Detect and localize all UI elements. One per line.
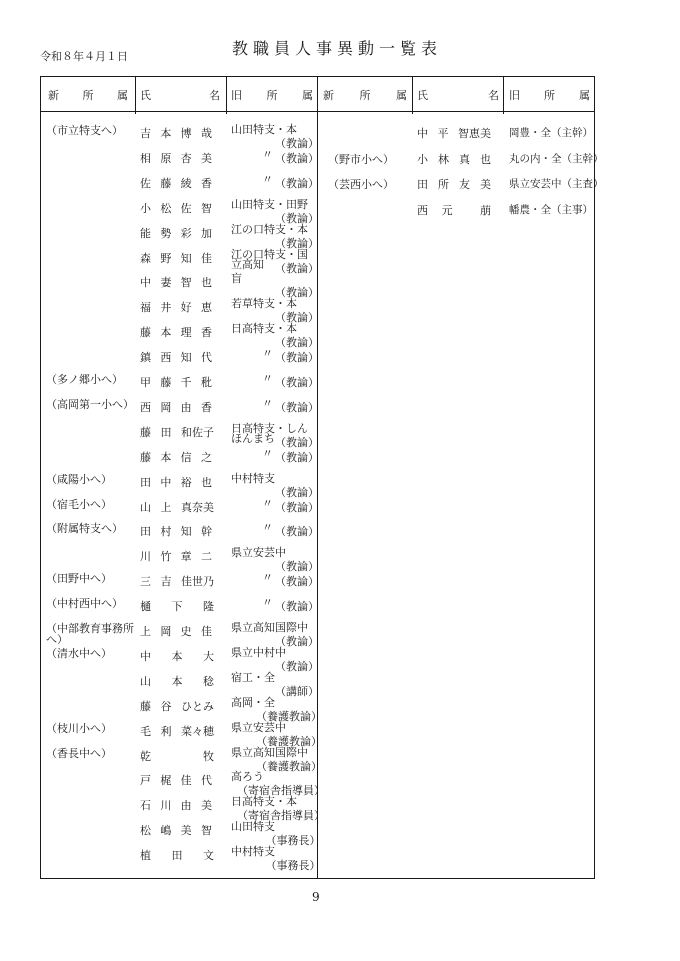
row-role: （教論） [275,486,319,499]
row-old-post: 中村特支 [231,472,275,485]
row-old-post: 丸の内・全（主幹） [509,153,604,165]
row-name: 乾 牧 [140,750,214,763]
row-role: （養護教論） [256,710,322,723]
row-role: （教論） [275,351,319,364]
row-role: （教論） [275,575,319,588]
row-destination: （野市小へ） [328,153,394,166]
row-name: 吉 本 博 哉 [140,127,212,140]
row-name: 三 吉 佳世乃 [140,575,214,588]
row-destination: （中部教育事務所へ） [46,622,134,646]
row-old-post: 幡農・全（主事） [509,204,593,216]
row-old-post: 山田特支 [231,820,275,833]
row-role: （養護教論） [256,735,322,748]
row-old-post: 県立中村中 [231,646,286,659]
col-divider [135,76,136,114]
row-name: 毛 利 菜々穂 [140,725,214,738]
row-name: 甲 藤 千 秕 [140,376,212,389]
row-name: 福 井 好 恵 [140,301,212,314]
row-destination: （清水中へ） [46,647,112,660]
row-old-post: 江の口特支・本 [231,223,308,236]
row-old-post: 中村特支 [231,845,275,858]
row-name: 山 上 真奈美 [140,501,214,514]
row-role: （教論） [275,286,319,299]
row-role: （教論） [275,262,319,275]
row-name: 西 岡 由 香 [140,401,212,414]
row-old-post: 〃 [262,372,273,385]
row-role: （教論） [275,401,319,414]
row-role: （教論） [275,501,319,514]
row-old-post: 県立安芸中（主査） [509,178,604,190]
row-destination: （宿毛小へ） [46,498,112,511]
row-name: 川 竹 章 二 [140,550,212,563]
row-name: 小 林 真 也 [417,153,491,166]
row-role: （教論） [275,212,319,225]
row-destination: （咸陽小へ） [46,473,112,486]
header-old-post: 旧 所 属 [231,89,313,102]
row-role: （教論） [275,560,319,573]
row-destination: （市立特支へ） [46,124,123,137]
row-destination: （田野中へ） [46,572,112,585]
row-destination: （高岡第一小へ） [46,398,134,411]
col-divider [503,76,504,114]
row-role: （講師） [275,685,319,698]
row-role: （教論） [275,525,319,538]
row-role: （養護教論） [256,760,322,773]
row-old-post: 〃 [262,148,273,161]
row-destination: （芸西小へ） [328,178,394,191]
row-old-post: 日高特支・しんほんまち [231,422,308,445]
row-role: （事務長） [265,859,321,872]
row-name: 山 本 稔 [140,675,214,688]
row-role: （寄宿舎指導員） [237,809,325,822]
row-role: （教論） [275,237,319,250]
row-old-post: 〃 [262,497,273,510]
row-name: 中 平 智恵美 [417,127,491,140]
row-role: （教論） [275,152,319,165]
header-name-right: 氏 名 [417,89,499,102]
header-new-post-right: 新 所 属 [323,89,407,102]
row-name: 戸 梶 佳 代 [140,774,212,787]
row-name: 藤 谷 ひとみ [140,700,214,713]
row-old-post: 岡豊・全（主幹） [509,127,593,139]
page-number: 9 [312,890,320,904]
row-name: 中 妻 智 也 [140,276,212,289]
row-destination: （香長中へ） [46,747,112,760]
row-old-post: 〃 [262,521,273,534]
row-old-post: 県立高知国際中 [231,621,308,634]
row-old-post: 盲 [231,272,242,285]
row-role: （教論） [275,635,319,648]
row-name: 田 中 裕 也 [140,476,212,489]
row-name: 松 嶋 美 智 [140,824,212,837]
row-name: 上 岡 史 佳 [140,625,212,638]
row-destination: （附属特支へ） [46,522,123,535]
row-role: （教論） [275,436,319,449]
row-old-post: 山田特支・本 [231,123,297,136]
row-name: 西 元 萠 [417,204,491,217]
row-role: （教論） [275,336,319,349]
row-name: 石 川 由 美 [140,799,212,812]
row-old-post: 県立高知国際中 [231,746,308,759]
row-role: （教論） [275,376,319,389]
col-divider [226,76,227,114]
header-old-post-right: 旧 所 属 [509,89,590,102]
row-name: 佐 藤 綾 香 [140,177,212,190]
row-name: 鎮 西 知 代 [140,351,212,364]
row-name: 藤 本 理 香 [140,326,212,339]
col-divider [412,76,413,114]
row-name: 中 本 大 [140,650,214,663]
row-old-post: 〃 [262,347,273,360]
row-old-post: 〃 [262,596,273,609]
issue-date: 令和８年４月１日 [40,50,128,63]
row-role: （教論） [275,311,319,324]
row-destination: （枝川小へ） [46,722,112,735]
row-destination: （多ノ郷小へ） [46,373,123,386]
row-old-post: 若草特支・本 [231,297,297,310]
row-old-post: 〃 [262,173,273,186]
header-new-post: 新 所 属 [48,89,128,102]
row-name: 藤 田 和佐子 [140,426,214,439]
row-old-post: 〃 [262,397,273,410]
row-name: 田 所 友 美 [417,178,491,191]
row-name: 相 原 杏 美 [140,152,212,165]
row-old-post: 日高特支・本 [231,322,297,335]
row-role: （教論） [275,600,319,613]
row-name: 樋 下 隆 [140,600,214,613]
row-role: （教論） [275,137,319,150]
row-destination: （中村西中へ） [46,597,123,610]
row-role: （教論） [275,177,319,190]
row-old-post: 高岡・全 [231,696,275,709]
page-title: 教職員人事異動一覧表 [232,39,443,58]
row-name: 植 田 文 [140,849,214,862]
row-old-post: 〃 [262,571,273,584]
row-old-post: 県立安芸中 [231,546,286,559]
row-old-post: 県立安芸中 [231,721,286,734]
row-old-post: 日高特支・本 [231,795,297,808]
row-role: （寄宿舎指導員） [237,784,325,797]
row-name: 能 勢 彩 加 [140,227,212,240]
row-old-post: 江の口特支・国立高知 [231,248,308,271]
row-old-post: 高ろう [231,770,264,783]
row-role: （教論） [275,660,319,673]
header-name: 氏 名 [140,89,220,102]
row-role: （事務長） [265,834,321,847]
row-name: 田 村 知 幹 [140,525,212,538]
row-role: （教論） [275,451,319,464]
row-old-post: 山田特支・田野 [231,198,308,211]
row-name: 森 野 知 佳 [140,252,212,265]
row-old-post: 〃 [262,447,273,460]
row-name: 藤 本 信 之 [140,451,212,464]
row-name: 小 松 佐 智 [140,202,212,215]
row-old-post: 宿工・全 [231,671,275,684]
